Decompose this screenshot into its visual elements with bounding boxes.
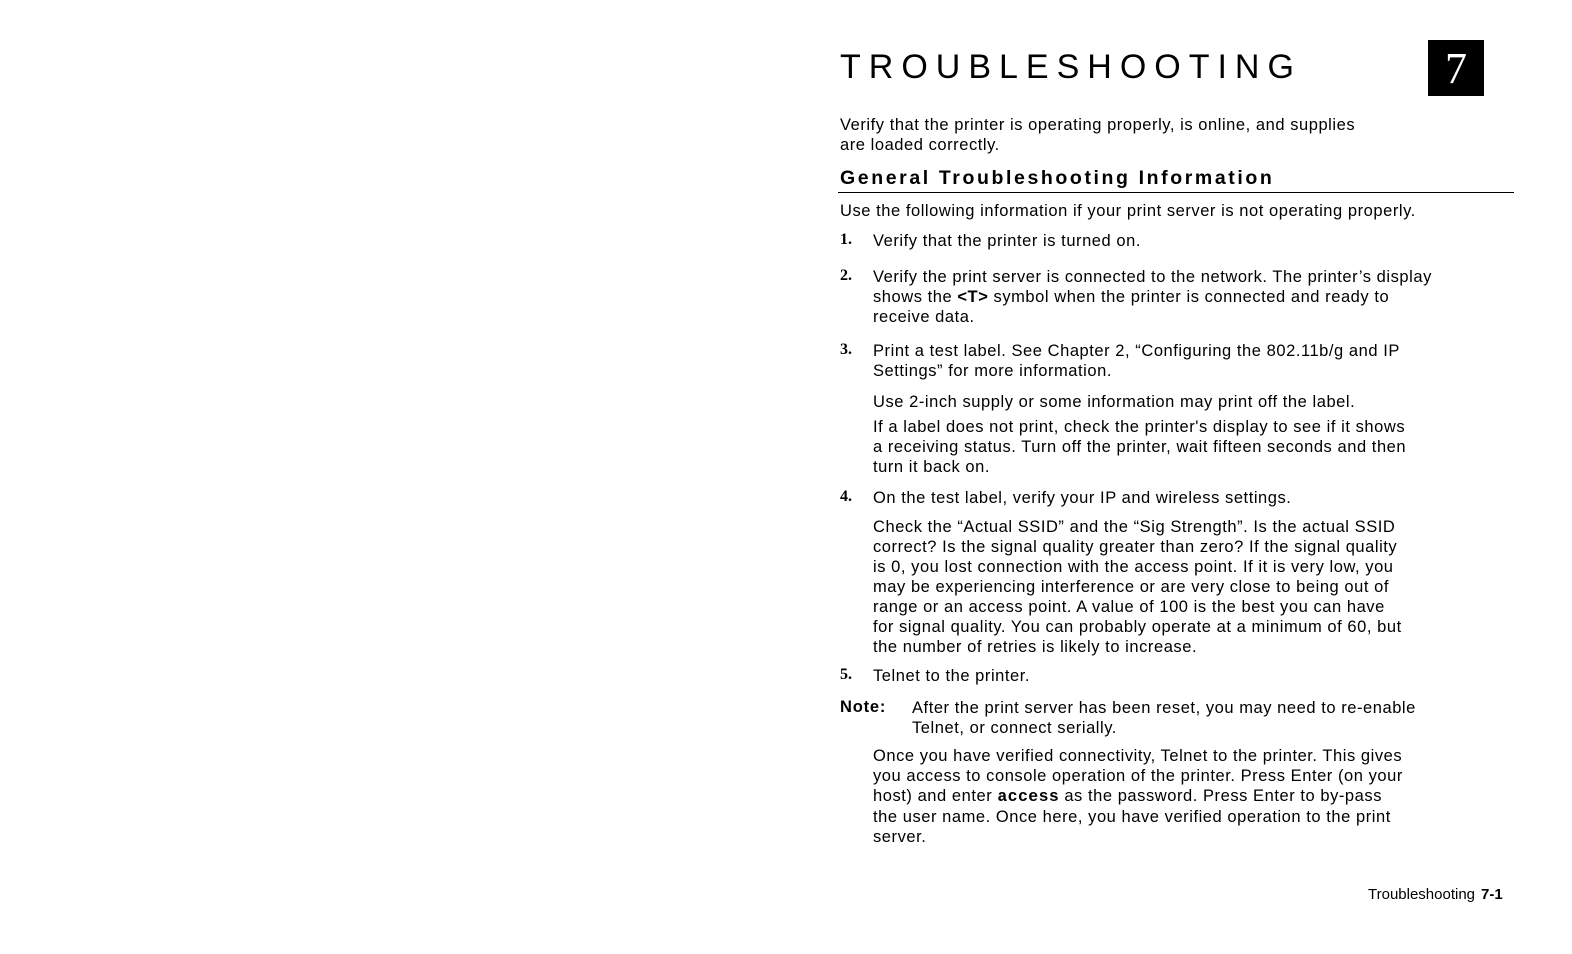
step-line-part: symbol when the printer is connected and ready to (988, 288, 1390, 306)
page-number: 7-1 (1481, 886, 1503, 903)
step-line: Check the “Actual SSID” and the “Sig Strength”. Is the actual SSID (873, 518, 1396, 536)
step-3-supply-note: Use 2-inch supply or some information may print off the label. (873, 393, 1356, 411)
step-line: may be experiencing interference or are very close to being out of (873, 578, 1389, 596)
step-line: the number of retries is likely to increase. (873, 638, 1198, 656)
closing-line: server. (873, 828, 927, 846)
step-line: correct? Is the signal quality greater than zero? If the signal quality (873, 538, 1398, 556)
note-label: Note: (840, 698, 887, 716)
step-line: Telnet to the printer. (873, 667, 1031, 685)
step-line: a receiving status. Turn off the printer, wait fifteen seconds and then (873, 438, 1407, 456)
closing-paragraph (873, 746, 1403, 847)
step-3-no-print-note (873, 417, 1406, 477)
closing-line-part: host) and enter (873, 787, 998, 805)
step-2-text (873, 267, 1432, 327)
closing-line (873, 786, 1403, 807)
step-line-part: shows the (873, 288, 958, 306)
step-line: Settings” for more information. (873, 362, 1112, 380)
section-heading: General Troubleshooting Information (840, 167, 1275, 189)
step-line: for signal quality. You can probably operate at a minimum of 60, but (873, 618, 1402, 636)
step-1-text (873, 231, 1141, 251)
step-3-text (873, 341, 1400, 381)
step-number: 3. (840, 341, 852, 358)
ready-symbol: <T> (957, 288, 989, 306)
intro-line: Verify that the printer is operating properly, is online, and supplies (840, 116, 1356, 134)
step-line: is 0, you lost connection with the access point. If it is very low, you (873, 558, 1394, 576)
section-intro: Use the following information if your print server is not operating properly. (840, 202, 1416, 220)
intro-line: are loaded correctly. (840, 136, 1000, 154)
step-line: If a label does not print, check the printer's display to see if it shows (873, 418, 1406, 436)
footer-label: Troubleshooting (1368, 886, 1476, 903)
note-line: After the print server has been reset, you may need to re-enable (912, 699, 1416, 717)
step-5-text (873, 666, 1030, 686)
closing-line: the user name. Once here, you have verified operation to the print (873, 808, 1391, 826)
note-text (912, 698, 1416, 738)
step-4-text (873, 488, 1291, 508)
step-number: 5. (840, 666, 852, 683)
step-line: turn it back on. (873, 458, 991, 476)
step-number: 4. (840, 488, 852, 505)
step-line: On the test label, verify your IP and wireless settings. (873, 489, 1292, 507)
closing-line-part: as the password. Press Enter to by-pass (1059, 787, 1382, 805)
step-number: 2. (840, 267, 852, 284)
chapter-intro (840, 115, 1355, 155)
step-line (873, 287, 1432, 307)
step-line: range or an access point. A value of 100 is the best you can have (873, 598, 1385, 616)
closing-line: you access to console operation of the printer. Press Enter (on your (873, 767, 1403, 785)
step-line: Verify the print server is connected to the network. The printer’s display (873, 268, 1432, 286)
step-line: Print a test label. See Chapter 2, “Configuring the 802.11b/g and IP (873, 342, 1400, 360)
note-line: Telnet, or connect serially. (912, 719, 1117, 737)
section-divider (838, 192, 1514, 193)
page-footer (1368, 886, 1503, 903)
step-line: receive data. (873, 308, 975, 326)
step-4-signal-note (873, 517, 1402, 657)
chapter-number-tab: 7 (1428, 40, 1484, 96)
step-line: Verify that the printer is turned on. (873, 232, 1141, 250)
step-number: 1. (840, 231, 852, 248)
password-code: access (997, 787, 1060, 806)
chapter-title: TROUBLESHOOTING (840, 48, 1302, 86)
closing-line: Once you have verified connectivity, Telnet to the printer. This gives (873, 747, 1403, 765)
